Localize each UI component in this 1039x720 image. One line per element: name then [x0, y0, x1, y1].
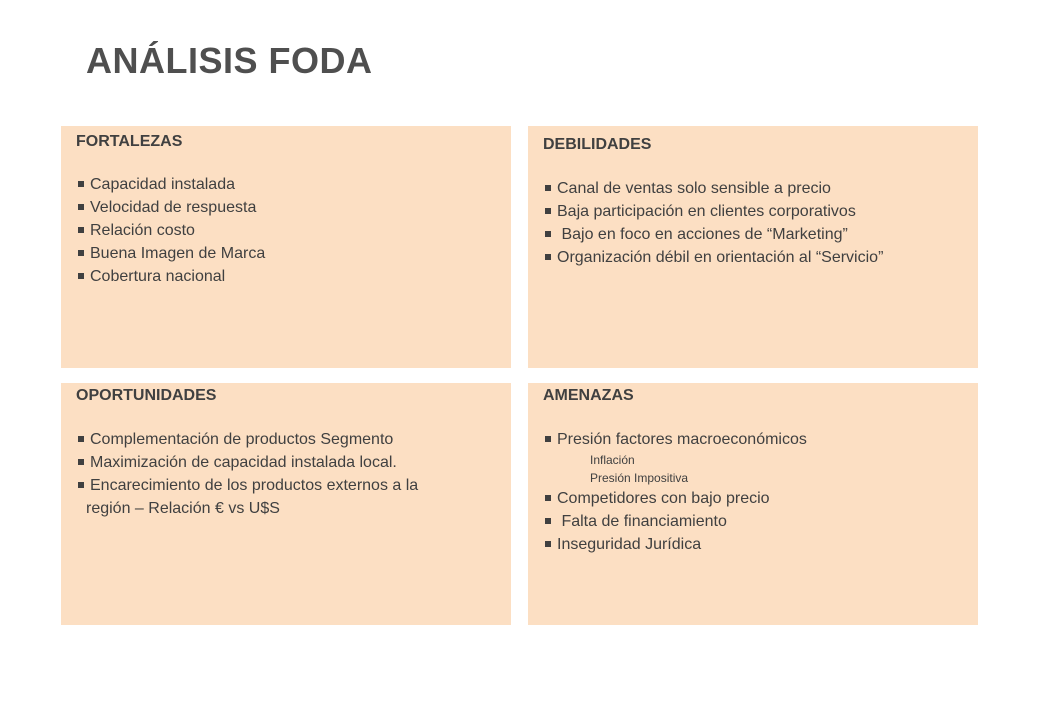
quadrant-list [543, 177, 978, 269]
list-item [76, 219, 511, 242]
square-bullet-icon [78, 459, 84, 465]
square-bullet-icon [545, 208, 551, 214]
list-item [76, 196, 511, 219]
list-item-text: Capacidad instalada [90, 176, 235, 193]
list-item [543, 200, 978, 223]
quadrant-list [76, 428, 511, 520]
list-item-text: Complementación de productos Segmento [90, 431, 394, 448]
list-item-text: Baja participación en clientes corporativos [557, 203, 856, 220]
list-item [76, 451, 511, 474]
list-item [76, 265, 511, 288]
list-item-text: Canal de ventas solo sensible a precio [557, 180, 831, 197]
sub-list-item: Presión Impositiva [590, 471, 689, 485]
list-item [543, 246, 978, 269]
list-item-text: Velocidad de respuesta [90, 199, 257, 216]
square-bullet-icon [545, 231, 551, 237]
list-item-text: Falta de financiamiento [557, 513, 727, 530]
square-bullet-icon [545, 541, 551, 547]
square-bullet-icon [78, 436, 84, 442]
square-bullet-icon [78, 273, 84, 279]
quadrant-list [543, 428, 978, 556]
list-item-text: Bajo en foco en acciones de “Marketing” [557, 226, 848, 243]
sub-list-item: Inflación [590, 453, 635, 467]
page-title: ANÁLISIS FODA [86, 40, 373, 81]
list-item-text: Buena Imagen de Marca [90, 245, 266, 262]
list-item [76, 474, 511, 497]
square-bullet-icon [78, 181, 84, 187]
list-item-continuation: región – Relación € vs U$S [86, 500, 280, 517]
square-bullet-icon [78, 482, 84, 488]
list-item-text: Competidores con bajo precio [557, 490, 770, 507]
quadrant-fortalezas [61, 126, 511, 368]
list-item [76, 428, 511, 451]
list-item [543, 533, 978, 556]
square-bullet-icon [545, 185, 551, 191]
list-item [543, 487, 978, 510]
square-bullet-icon [78, 204, 84, 210]
quadrant-debilidades [528, 126, 978, 368]
square-bullet-icon [545, 254, 551, 260]
quadrant-heading: OPORTUNIDADES [76, 387, 217, 404]
list-item-text: Presión factores macroeconómicos [557, 431, 807, 448]
square-bullet-icon [545, 495, 551, 501]
quadrant-list [76, 173, 511, 288]
square-bullet-icon [545, 518, 551, 524]
quadrant-heading: DEBILIDADES [543, 136, 652, 153]
quadrant-heading: FORTALEZAS [76, 133, 183, 150]
quadrant-amenazas [528, 383, 978, 625]
list-item-text: Encarecimiento de los productos externos a la [90, 477, 419, 494]
list-item-text: Inseguridad Jurídica [557, 536, 702, 553]
square-bullet-icon [78, 250, 84, 256]
list-item-text: Organización débil en orientación al “Servicio” [557, 249, 884, 266]
list-item [543, 428, 978, 451]
list-item-text: Relación costo [90, 222, 195, 239]
list-item [543, 177, 978, 200]
list-item [543, 510, 978, 533]
square-bullet-icon [545, 436, 551, 442]
square-bullet-icon [78, 227, 84, 233]
list-item-text: Maximización de capacidad instalada local. [90, 454, 397, 471]
quadrant-heading: AMENAZAS [543, 387, 634, 404]
list-item [543, 223, 978, 246]
list-item [76, 173, 511, 196]
list-item-text: Cobertura nacional [90, 268, 226, 285]
list-item [76, 242, 511, 265]
quadrant-oportunidades [61, 383, 511, 625]
